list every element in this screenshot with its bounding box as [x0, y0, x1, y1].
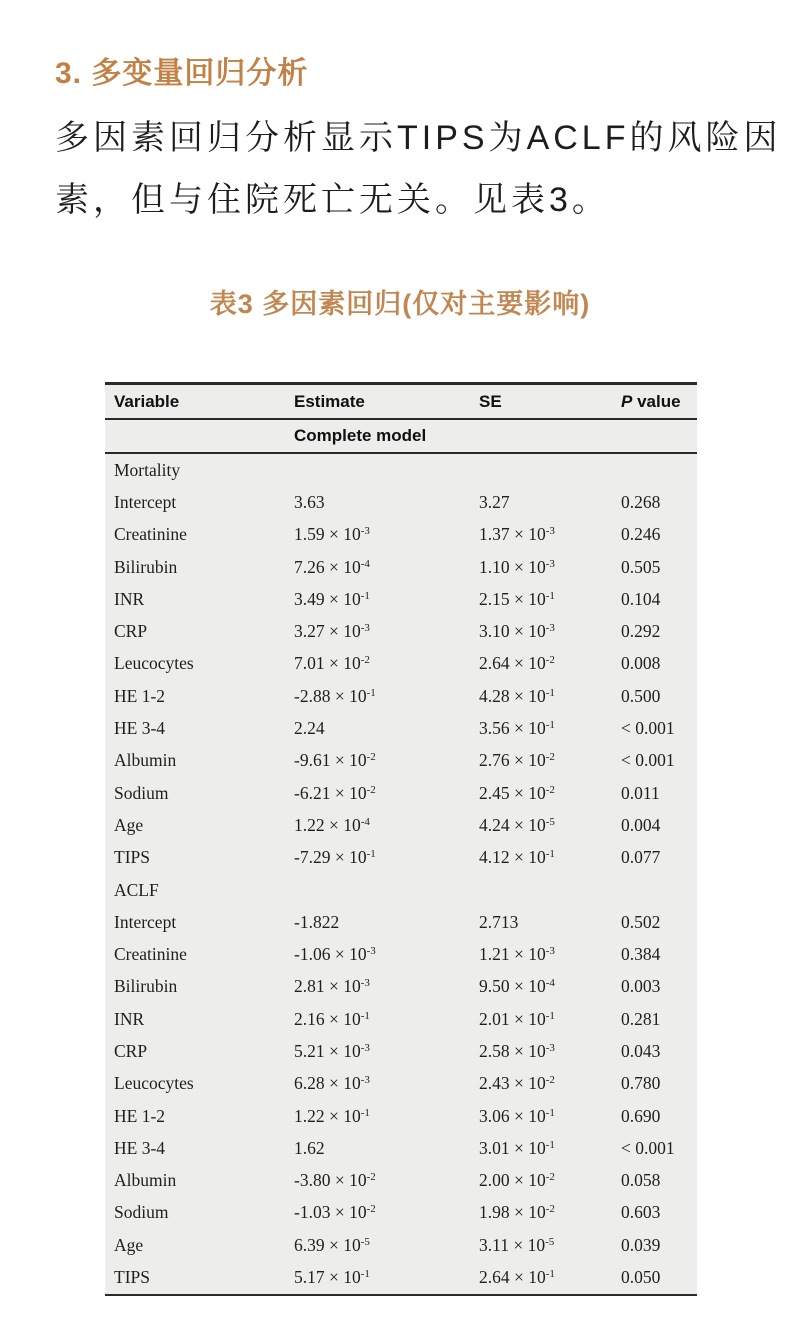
- exponent: -1: [366, 848, 376, 861]
- table-row: [105, 551, 697, 583]
- cell-variable: Intercept: [114, 491, 177, 512]
- cell-variable: Leucocytes: [114, 653, 194, 674]
- cell-variable: Leucocytes: [114, 1073, 194, 1094]
- exponent: -3: [545, 525, 555, 538]
- cell-se: $1.98 \times 10^{-2}$: [479, 1202, 555, 1223]
- exponent: -2: [366, 783, 376, 796]
- cell-estimate: $-2.88 \times 10^{-1}$: [294, 685, 376, 706]
- cell-se: $4.28 \times 10^{-1}$: [479, 685, 555, 706]
- table-row: [105, 1035, 697, 1067]
- table-row: [105, 842, 697, 874]
- table-body: [105, 454, 697, 1294]
- cell-variable: Age: [114, 1234, 144, 1255]
- cell-variable: Bilirubin: [114, 556, 178, 577]
- cell-estimate: $1.59 \times 10^{-3}$: [294, 524, 370, 545]
- exponent: -1: [545, 848, 555, 861]
- cell-variable: Age: [114, 814, 144, 835]
- exponent: -1: [545, 1268, 555, 1281]
- exponent: -1: [545, 719, 555, 732]
- cell-estimate: $2.16 \times 10^{-1}$: [294, 1008, 370, 1029]
- column-header-variable: Variable: [114, 391, 180, 411]
- cell-pvalue: 0.077: [621, 847, 661, 868]
- cell-estimate: 3.63: [294, 491, 325, 512]
- subheader-label: Complete model: [294, 426, 427, 445]
- table-row: [105, 938, 697, 970]
- cell-pvalue: 0.011: [621, 782, 660, 803]
- cell-pvalue: 0.603: [621, 1202, 661, 1223]
- table-row: [105, 1197, 697, 1229]
- cell-pvalue: 0.058: [621, 1170, 661, 1191]
- cell-pvalue: 0.690: [621, 1105, 661, 1126]
- cell-estimate: $-1.03 \times 10^{-2}$: [294, 1202, 376, 1223]
- table-subheader-row: [105, 420, 697, 454]
- cell-estimate: $2.81 \times 10^{-3}$: [294, 976, 370, 997]
- cell-pvalue: 0.246: [621, 524, 661, 545]
- cell-estimate: $3.49 \times 10^{-1}$: [294, 588, 370, 609]
- column-header-pvalue: [621, 392, 706, 412]
- exponent: -2: [545, 1203, 555, 1216]
- cell-se: $2.01 \times 10^{-1}$: [479, 1008, 555, 1029]
- exponent: -4: [360, 557, 370, 570]
- cell-se: $2.76 \times 10^{-2}$: [479, 750, 555, 771]
- section-heading: 3. 多变量回归分析: [55, 57, 309, 90]
- table-section-row: [105, 454, 697, 486]
- table-row: [105, 777, 697, 809]
- cell-variable: Intercept: [114, 911, 177, 932]
- cell-variable: Creatinine: [114, 944, 187, 965]
- cell-variable: CRP: [114, 1040, 148, 1061]
- cell-se: $1.37 \times 10^{-3}$: [479, 524, 555, 545]
- exponent: -4: [545, 977, 555, 990]
- exponent: -1: [545, 589, 555, 602]
- exponent: -1: [545, 1106, 555, 1119]
- cell-variable: INR: [114, 1008, 145, 1029]
- cell-pvalue: 0.039: [621, 1234, 661, 1255]
- column-header-estimate: Estimate: [294, 391, 365, 411]
- exponent: -1: [545, 686, 555, 699]
- cell-se: $3.06 \times 10^{-1}$: [479, 1105, 555, 1126]
- exponent: -2: [545, 1171, 555, 1184]
- exponent: -2: [545, 751, 555, 764]
- cell-estimate: $5.17 \times 10^{-1}$: [294, 1267, 370, 1288]
- cell-estimate: $7.01 \times 10^{-2}$: [294, 653, 370, 674]
- cell-variable: TIPS: [114, 847, 150, 868]
- table-row: [105, 583, 697, 615]
- cell-pvalue: 0.043: [621, 1040, 661, 1061]
- cell-pvalue: < 0.001: [621, 718, 675, 739]
- table-row: [105, 1132, 697, 1164]
- cell-estimate: $3.27 \times 10^{-3}$: [294, 621, 370, 642]
- exponent: -1: [360, 589, 370, 602]
- cell-estimate: $-6.21 \times 10^{-2}$: [294, 782, 376, 803]
- table-row: [105, 615, 697, 647]
- cell-se: $2.43 \times 10^{-2}$: [479, 1073, 555, 1094]
- cell-se: $2.00 \times 10^{-2}$: [479, 1170, 555, 1191]
- cell-estimate: $-1.06 \times 10^{-3}$: [294, 944, 376, 965]
- cell-pvalue: 0.502: [621, 911, 661, 932]
- exponent: -3: [360, 525, 370, 538]
- cell-estimate: $7.26 \times 10^{-4}$: [294, 556, 370, 577]
- cell-estimate: $1.22 \times 10^{-4}$: [294, 814, 370, 835]
- paragraph-line-1: 多因素回归分析显示TIPS为ACLF的风险因: [55, 119, 782, 157]
- table-row: [105, 1261, 697, 1293]
- exponent: -3: [360, 622, 370, 635]
- exponent: -3: [360, 977, 370, 990]
- cell-variable: Sodium: [114, 1202, 169, 1223]
- table-row: [105, 1003, 697, 1035]
- exponent: -5: [360, 1235, 370, 1248]
- table-row: [105, 1068, 697, 1100]
- cell-pvalue: 0.500: [621, 685, 661, 706]
- cell-se: $3.56 \times 10^{-1}$: [479, 718, 555, 739]
- cell-se: $2.15 \times 10^{-1}$: [479, 588, 555, 609]
- exponent: -2: [366, 1171, 376, 1184]
- pvalue-rest: value: [632, 391, 681, 411]
- exponent: -3: [545, 622, 555, 635]
- cell-se: $2.58 \times 10^{-3}$: [479, 1040, 555, 1061]
- cell-se: $3.10 \times 10^{-3}$: [479, 621, 555, 642]
- cell-variable: ACLF: [114, 879, 159, 900]
- cell-pvalue: 0.008: [621, 653, 661, 674]
- regression-table: [105, 382, 697, 1296]
- cell-se: 2.713: [479, 911, 519, 932]
- cell-se: 3.27: [479, 491, 510, 512]
- cell-pvalue: 0.505: [621, 556, 661, 577]
- cell-pvalue: 0.384: [621, 944, 661, 965]
- cell-se: $2.64 \times 10^{-1}$: [479, 1267, 555, 1288]
- cell-se: $2.64 \times 10^{-2}$: [479, 653, 555, 674]
- cell-estimate: -1.822: [294, 911, 340, 932]
- cell-se: $1.21 \times 10^{-3}$: [479, 944, 555, 965]
- cell-variable: HE 1-2: [114, 1105, 166, 1126]
- cell-variable: INR: [114, 588, 145, 609]
- exponent: -2: [545, 654, 555, 667]
- cell-estimate: $5.21 \times 10^{-3}$: [294, 1040, 370, 1061]
- cell-estimate: $-7.29 \times 10^{-1}$: [294, 847, 376, 868]
- cell-variable: Albumin: [114, 750, 177, 771]
- cell-pvalue: 0.003: [621, 976, 661, 997]
- table-row: [105, 809, 697, 841]
- cell-pvalue: 0.292: [621, 621, 661, 642]
- table-caption: 表3 多因素回归(仅对主要影响): [209, 289, 591, 319]
- cell-variable: HE 3-4: [114, 718, 166, 739]
- cell-se: $1.10 \times 10^{-3}$: [479, 556, 555, 577]
- table-row: [105, 1229, 697, 1261]
- cell-variable: HE 1-2: [114, 685, 166, 706]
- exponent: -3: [360, 1041, 370, 1054]
- cell-se: $2.45 \times 10^{-2}$: [479, 782, 555, 803]
- exponent: -1: [360, 1268, 370, 1281]
- exponent: -5: [545, 1235, 555, 1248]
- cell-estimate: $6.28 \times 10^{-3}$: [294, 1073, 370, 1094]
- exponent: -1: [545, 1138, 555, 1151]
- exponent: -2: [545, 1074, 555, 1087]
- exponent: -3: [545, 557, 555, 570]
- cell-variable: Bilirubin: [114, 976, 178, 997]
- cell-pvalue: 0.004: [621, 814, 661, 835]
- cell-variable: Creatinine: [114, 524, 187, 545]
- exponent: -2: [366, 751, 376, 764]
- cell-variable: Sodium: [114, 782, 169, 803]
- cell-variable: HE 3-4: [114, 1137, 166, 1158]
- table-row: [105, 745, 697, 777]
- exponent: -2: [366, 1203, 376, 1216]
- cell-variable: CRP: [114, 621, 148, 642]
- cell-variable: Albumin: [114, 1170, 177, 1191]
- table-row: [105, 680, 697, 712]
- cell-estimate: 2.24: [294, 718, 325, 739]
- table-row: [105, 1100, 697, 1132]
- table-section-row: [105, 874, 697, 906]
- cell-pvalue: 0.050: [621, 1267, 661, 1288]
- table-row: [105, 648, 697, 680]
- table-row: [105, 1165, 697, 1197]
- pvalue-italic-p: P: [621, 391, 633, 411]
- exponent: -3: [545, 945, 555, 958]
- cell-se: $4.12 \times 10^{-1}$: [479, 847, 555, 868]
- cell-estimate: $-9.61 \times 10^{-2}$: [294, 750, 376, 771]
- exponent: -1: [545, 1009, 555, 1022]
- table-row: [105, 906, 697, 938]
- cell-se: $3.01 \times 10^{-1}$: [479, 1137, 555, 1158]
- cell-pvalue: < 0.001: [621, 1137, 675, 1158]
- exponent: -4: [360, 815, 370, 828]
- cell-variable: TIPS: [114, 1267, 150, 1288]
- cell-estimate: $6.39 \times 10^{-5}$: [294, 1234, 370, 1255]
- exponent: -1: [360, 1009, 370, 1022]
- cell-estimate: $-3.80 \times 10^{-2}$: [294, 1170, 376, 1191]
- exponent: -1: [366, 686, 376, 699]
- column-header-se: SE: [479, 391, 502, 411]
- cell-pvalue: 0.780: [621, 1073, 661, 1094]
- cell-estimate: 1.62: [294, 1137, 325, 1158]
- exponent: -1: [360, 1106, 370, 1119]
- paragraph-line-2: 素，但与住院死亡无关。见表3。: [55, 181, 610, 219]
- cell-estimate: $1.22 \times 10^{-1}$: [294, 1105, 370, 1126]
- exponent: -3: [366, 945, 376, 958]
- cell-pvalue: 0.268: [621, 491, 661, 512]
- table-row: [105, 519, 697, 551]
- table-row: [105, 971, 697, 1003]
- cell-se: $3.11 \times 10^{-5}$: [479, 1234, 555, 1255]
- exponent: -2: [360, 654, 370, 667]
- cell-se: $9.50 \times 10^{-4}$: [479, 976, 555, 997]
- table-header-row: [105, 385, 697, 420]
- cell-variable: Mortality: [114, 459, 181, 480]
- table-row: [105, 486, 697, 518]
- cell-se: $4.24 \times 10^{-5}$: [479, 814, 555, 835]
- exponent: -5: [545, 815, 555, 828]
- cell-pvalue: 0.104: [621, 588, 661, 609]
- exponent: -3: [360, 1074, 370, 1087]
- exponent: -3: [545, 1041, 555, 1054]
- cell-pvalue: 0.281: [621, 1008, 661, 1029]
- exponent: -2: [545, 783, 555, 796]
- table-row: [105, 712, 697, 744]
- cell-pvalue: < 0.001: [621, 750, 675, 771]
